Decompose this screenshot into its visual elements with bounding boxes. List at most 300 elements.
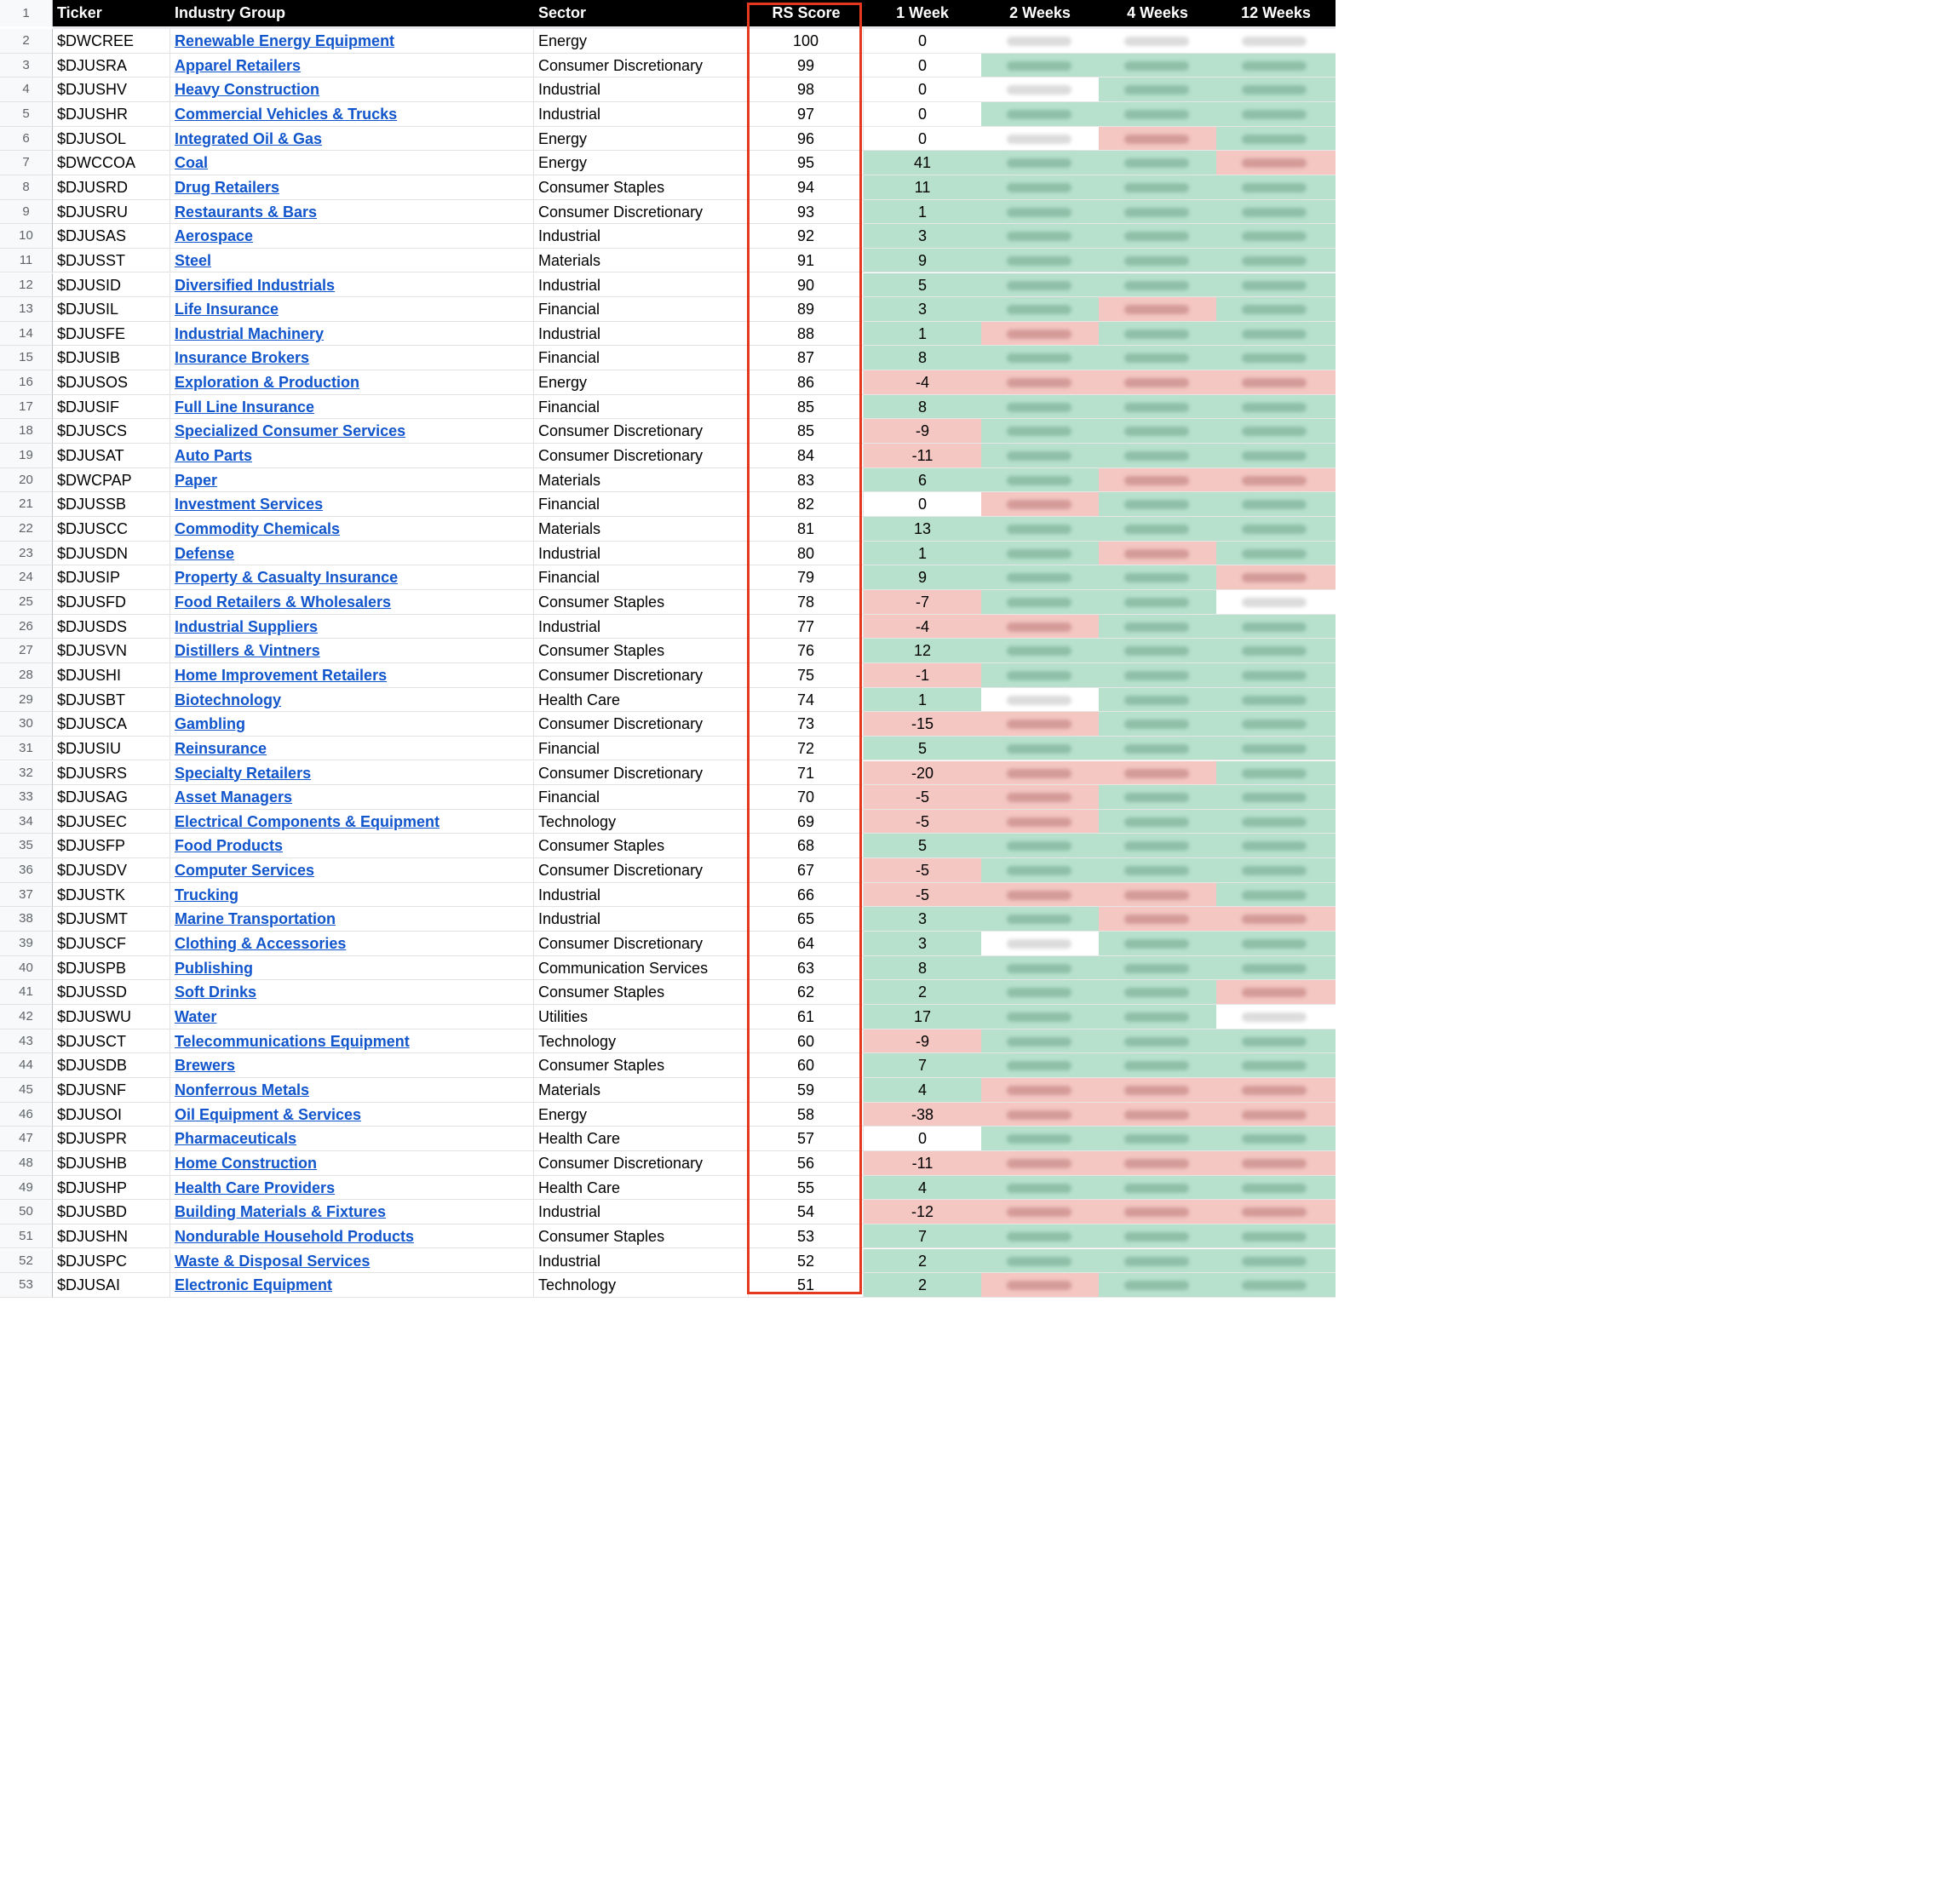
rs-score-cell[interactable]: 65 <box>749 907 864 932</box>
industry-group-link[interactable]: Gambling <box>175 715 246 733</box>
industry-group-cell[interactable] <box>170 639 534 663</box>
industry-group-link[interactable]: Restaurants & Bars <box>175 203 318 221</box>
week-1-change-cell[interactable]: 8 <box>864 395 981 420</box>
row-number[interactable]: 49 <box>0 1176 53 1201</box>
industry-group-cell[interactable] <box>170 1224 534 1249</box>
week-1-change-cell[interactable]: -7 <box>864 590 981 615</box>
rs-score-cell[interactable]: 95 <box>749 151 864 175</box>
row-number[interactable]: 25 <box>0 590 53 615</box>
ticker-cell[interactable]: $DJUSMT <box>53 907 170 932</box>
rs-score-cell[interactable]: 63 <box>749 956 864 981</box>
week-4-change-cell[interactable] <box>1099 370 1216 395</box>
ticker-cell[interactable]: $DJUSAT <box>53 444 170 468</box>
rs-score-cell[interactable]: 87 <box>749 346 864 370</box>
sector-cell[interactable]: Energy <box>534 29 749 54</box>
week-1-change-cell[interactable]: 0 <box>864 29 981 54</box>
rs-score-cell[interactable]: 77 <box>749 615 864 639</box>
sector-cell[interactable]: Energy <box>534 370 749 395</box>
row-number[interactable]: 32 <box>0 761 53 786</box>
week-4-change-cell[interactable] <box>1099 1029 1216 1054</box>
rs-score-cell[interactable]: 90 <box>749 273 864 298</box>
sector-cell[interactable]: Industrial <box>534 1249 749 1274</box>
row-number[interactable]: 23 <box>0 542 53 566</box>
industry-group-link[interactable]: Food Products <box>175 837 283 855</box>
industry-group-link[interactable]: Investment Services <box>175 496 324 513</box>
week-4-change-cell[interactable] <box>1099 565 1216 590</box>
row-number[interactable]: 2 <box>0 29 53 54</box>
week-4-change-cell[interactable] <box>1099 810 1216 834</box>
industry-group-link[interactable]: Electronic Equipment <box>175 1276 333 1294</box>
week-12-change-cell[interactable] <box>1216 127 1336 152</box>
week-4-change-cell[interactable] <box>1099 980 1216 1005</box>
ticker-cell[interactable]: $DJUSIP <box>53 565 170 590</box>
week-4-change-cell[interactable] <box>1099 858 1216 883</box>
sector-cell[interactable]: Consumer Staples <box>534 980 749 1005</box>
industry-group-cell[interactable] <box>170 102 534 127</box>
week-4-change-cell[interactable] <box>1099 200 1216 225</box>
week-2-change-cell[interactable] <box>981 1224 1099 1249</box>
industry-group-cell[interactable] <box>170 249 534 273</box>
row-number[interactable]: 13 <box>0 297 53 322</box>
rs-score-cell[interactable]: 59 <box>749 1078 864 1103</box>
row-number[interactable]: 35 <box>0 834 53 858</box>
week-1-change-cell[interactable]: 6 <box>864 468 981 493</box>
ticker-cell[interactable]: $DJUSOL <box>53 127 170 152</box>
rs-score-cell[interactable]: 84 <box>749 444 864 468</box>
week-1-change-cell[interactable]: -38 <box>864 1103 981 1127</box>
industry-group-cell[interactable] <box>170 688 534 713</box>
rs-score-cell[interactable]: 100 <box>749 29 864 54</box>
row-number[interactable]: 19 <box>0 444 53 468</box>
industry-group-cell[interactable] <box>170 761 534 786</box>
rs-score-cell[interactable]: 93 <box>749 200 864 225</box>
row-number[interactable]: 36 <box>0 858 53 883</box>
week-1-change-cell[interactable]: 3 <box>864 932 981 956</box>
sector-cell[interactable]: Energy <box>534 127 749 152</box>
week-2-change-cell[interactable] <box>981 712 1099 737</box>
rs-score-cell[interactable]: 51 <box>749 1273 864 1298</box>
rs-score-cell[interactable]: 67 <box>749 858 864 883</box>
industry-group-cell[interactable] <box>170 737 534 761</box>
row-number[interactable]: 31 <box>0 737 53 761</box>
week-2-change-cell[interactable] <box>981 858 1099 883</box>
week-4-change-cell[interactable] <box>1099 1224 1216 1249</box>
rs-score-cell[interactable]: 82 <box>749 492 864 517</box>
week-4-change-cell[interactable] <box>1099 712 1216 737</box>
week-2-change-cell[interactable] <box>981 1103 1099 1127</box>
sector-cell[interactable]: Materials <box>534 1078 749 1103</box>
week-2-change-cell[interactable] <box>981 273 1099 298</box>
sector-cell[interactable]: Financial <box>534 492 749 517</box>
industry-group-cell[interactable] <box>170 1200 534 1224</box>
sector-cell[interactable]: Technology <box>534 810 749 834</box>
industry-group-cell[interactable] <box>170 785 534 810</box>
week-4-change-cell[interactable] <box>1099 1127 1216 1151</box>
ticker-cell[interactable]: $DJUSBT <box>53 688 170 713</box>
ticker-cell[interactable]: $DJUSHV <box>53 77 170 102</box>
week-12-change-cell[interactable] <box>1216 322 1336 347</box>
week-2-change-cell[interactable] <box>981 1200 1099 1224</box>
week-2-change-cell[interactable] <box>981 249 1099 273</box>
industry-group-cell[interactable] <box>170 615 534 639</box>
week-12-change-cell[interactable] <box>1216 395 1336 420</box>
week-12-change-cell[interactable] <box>1216 737 1336 761</box>
rs-score-cell[interactable]: 74 <box>749 688 864 713</box>
industry-group-cell[interactable] <box>170 1078 534 1103</box>
sector-cell[interactable]: Financial <box>534 785 749 810</box>
week-4-change-cell[interactable] <box>1099 1273 1216 1298</box>
week-2-change-cell[interactable] <box>981 224 1099 249</box>
sector-cell[interactable]: Industrial <box>534 883 749 908</box>
industry-group-link[interactable]: Property & Casualty Insurance <box>175 569 399 587</box>
ticker-cell[interactable]: $DJUSHN <box>53 1224 170 1249</box>
industry-group-link[interactable]: Steel <box>175 251 212 269</box>
rs-score-cell[interactable]: 99 <box>749 54 864 78</box>
week-4-change-cell[interactable] <box>1099 956 1216 981</box>
industry-group-link[interactable]: Building Materials & Fixtures <box>175 1203 387 1221</box>
week-2-change-cell[interactable] <box>981 980 1099 1005</box>
ticker-cell[interactable]: $DJUSVN <box>53 639 170 663</box>
week-1-change-cell[interactable]: 0 <box>864 492 981 517</box>
week-4-change-cell[interactable] <box>1099 492 1216 517</box>
row-number[interactable]: 42 <box>0 1005 53 1029</box>
sector-cell[interactable]: Materials <box>534 249 749 273</box>
week-4-change-cell[interactable] <box>1099 639 1216 663</box>
industry-group-link[interactable]: Computer Services <box>175 862 315 880</box>
week-12-change-cell[interactable] <box>1216 932 1336 956</box>
week-4-change-cell[interactable] <box>1099 127 1216 152</box>
row-number[interactable]: 9 <box>0 200 53 225</box>
week-2-change-cell[interactable] <box>981 175 1099 200</box>
ticker-cell[interactable]: $DJUSPC <box>53 1249 170 1274</box>
week-12-change-cell[interactable] <box>1216 1005 1336 1029</box>
week-12-change-cell[interactable] <box>1216 761 1336 786</box>
week-12-change-cell[interactable] <box>1216 1224 1336 1249</box>
ticker-cell[interactable]: $DJUSCT <box>53 1029 170 1054</box>
week-4-change-cell[interactable] <box>1099 322 1216 347</box>
row-number[interactable]: 30 <box>0 712 53 737</box>
rs-score-cell[interactable]: 97 <box>749 102 864 127</box>
week-12-change-cell[interactable] <box>1216 1029 1336 1054</box>
industry-group-cell[interactable] <box>170 1005 534 1029</box>
week-2-change-cell[interactable] <box>981 542 1099 566</box>
week-2-change-cell[interactable] <box>981 590 1099 615</box>
ticker-cell[interactable]: $DWCPAP <box>53 468 170 493</box>
week-12-change-cell[interactable] <box>1216 54 1336 78</box>
row-number[interactable]: 27 <box>0 639 53 663</box>
industry-group-cell[interactable] <box>170 663 534 688</box>
rs-score-cell[interactable]: 78 <box>749 590 864 615</box>
ticker-cell[interactable]: $DJUSIB <box>53 346 170 370</box>
sector-cell[interactable]: Industrial <box>534 102 749 127</box>
week-1-change-cell[interactable]: 8 <box>864 956 981 981</box>
industry-group-cell[interactable] <box>170 712 534 737</box>
ticker-cell[interactable]: $DJUSFD <box>53 590 170 615</box>
column-header-1-week[interactable]: 1 Week <box>896 4 949 21</box>
week-2-change-cell[interactable] <box>981 29 1099 54</box>
industry-group-link[interactable]: Insurance Brokers <box>175 349 310 367</box>
week-1-change-cell[interactable]: -20 <box>864 761 981 786</box>
week-2-change-cell[interactable] <box>981 688 1099 713</box>
rs-score-cell[interactable]: 52 <box>749 1249 864 1274</box>
week-2-change-cell[interactable] <box>981 1029 1099 1054</box>
week-12-change-cell[interactable] <box>1216 858 1336 883</box>
rs-score-cell[interactable]: 85 <box>749 419 864 444</box>
week-4-change-cell[interactable] <box>1099 297 1216 322</box>
week-4-change-cell[interactable] <box>1099 761 1216 786</box>
rs-score-cell[interactable]: 62 <box>749 980 864 1005</box>
week-2-change-cell[interactable] <box>981 932 1099 956</box>
week-2-change-cell[interactable] <box>981 785 1099 810</box>
row-number[interactable]: 53 <box>0 1273 53 1298</box>
week-1-change-cell[interactable]: 0 <box>864 127 981 152</box>
industry-group-cell[interactable] <box>170 956 534 981</box>
industry-group-link[interactable]: Diversified Industrials <box>175 276 336 294</box>
industry-group-link[interactable]: Integrated Oil & Gas <box>175 129 323 147</box>
week-12-change-cell[interactable] <box>1216 29 1336 54</box>
sector-cell[interactable]: Consumer Staples <box>534 1053 749 1078</box>
industry-group-cell[interactable] <box>170 54 534 78</box>
week-2-change-cell[interactable] <box>981 395 1099 420</box>
industry-group-link[interactable]: Commercial Vehicles & Trucks <box>175 105 398 123</box>
week-12-change-cell[interactable] <box>1216 712 1336 737</box>
ticker-cell[interactable]: $DJUSRD <box>53 175 170 200</box>
rs-score-cell[interactable]: 75 <box>749 663 864 688</box>
ticker-cell[interactable]: $DJUSWU <box>53 1005 170 1029</box>
row-number[interactable]: 46 <box>0 1103 53 1127</box>
industry-group-link[interactable]: Publishing <box>175 959 253 977</box>
week-2-change-cell[interactable] <box>981 77 1099 102</box>
industry-group-link[interactable]: Renewable Energy Equipment <box>175 32 395 49</box>
row-number[interactable]: 21 <box>0 492 53 517</box>
row-number[interactable]: 14 <box>0 322 53 347</box>
industry-group-link[interactable]: Telecommunications Equipment <box>175 1032 410 1050</box>
week-1-change-cell[interactable]: 4 <box>864 1176 981 1201</box>
week-2-change-cell[interactable] <box>981 1249 1099 1274</box>
week-2-change-cell[interactable] <box>981 127 1099 152</box>
week-12-change-cell[interactable] <box>1216 810 1336 834</box>
sector-cell[interactable]: Consumer Discretionary <box>534 444 749 468</box>
row-number[interactable]: 16 <box>0 370 53 395</box>
week-1-change-cell[interactable]: 7 <box>864 1224 981 1249</box>
rs-score-cell[interactable]: 89 <box>749 297 864 322</box>
week-1-change-cell[interactable]: 2 <box>864 1273 981 1298</box>
week-12-change-cell[interactable] <box>1216 1127 1336 1151</box>
industry-group-cell[interactable] <box>170 273 534 298</box>
industry-group-cell[interactable] <box>170 224 534 249</box>
row-number[interactable]: 4 <box>0 77 53 102</box>
week-12-change-cell[interactable] <box>1216 1053 1336 1078</box>
week-2-change-cell[interactable] <box>981 615 1099 639</box>
week-1-change-cell[interactable]: 3 <box>864 224 981 249</box>
week-12-change-cell[interactable] <box>1216 102 1336 127</box>
row-number[interactable]: 11 <box>0 249 53 273</box>
column-header-2-weeks[interactable]: 2 Weeks <box>1009 4 1071 21</box>
industry-group-link[interactable]: Apparel Retailers <box>175 56 302 74</box>
row-number[interactable]: 50 <box>0 1200 53 1224</box>
week-2-change-cell[interactable] <box>981 297 1099 322</box>
industry-group-cell[interactable] <box>170 834 534 858</box>
sector-cell[interactable]: Financial <box>534 737 749 761</box>
week-12-change-cell[interactable] <box>1216 517 1336 542</box>
industry-group-link[interactable]: Coal <box>175 154 209 172</box>
industry-group-cell[interactable] <box>170 322 534 347</box>
week-1-change-cell[interactable]: 4 <box>864 1078 981 1103</box>
industry-group-cell[interactable] <box>170 370 534 395</box>
week-1-change-cell[interactable]: -12 <box>864 1200 981 1224</box>
ticker-cell[interactable]: $DJUSIL <box>53 297 170 322</box>
week-12-change-cell[interactable] <box>1216 77 1336 102</box>
sector-cell[interactable]: Energy <box>534 151 749 175</box>
rs-score-cell[interactable]: 69 <box>749 810 864 834</box>
week-2-change-cell[interactable] <box>981 322 1099 347</box>
ticker-cell[interactable]: $DJUSRS <box>53 761 170 786</box>
industry-group-cell[interactable] <box>170 542 534 566</box>
week-4-change-cell[interactable] <box>1099 151 1216 175</box>
ticker-cell[interactable]: $DJUSFP <box>53 834 170 858</box>
rs-score-cell[interactable]: 72 <box>749 737 864 761</box>
week-4-change-cell[interactable] <box>1099 346 1216 370</box>
ticker-cell[interactable]: $DJUSSB <box>53 492 170 517</box>
week-12-change-cell[interactable] <box>1216 883 1336 908</box>
week-4-change-cell[interactable] <box>1099 517 1216 542</box>
week-12-change-cell[interactable] <box>1216 1078 1336 1103</box>
week-12-change-cell[interactable] <box>1216 370 1336 395</box>
week-4-change-cell[interactable] <box>1099 1005 1216 1029</box>
ticker-cell[interactable]: $DJUSAS <box>53 224 170 249</box>
week-12-change-cell[interactable] <box>1216 980 1336 1005</box>
rs-score-cell[interactable]: 83 <box>749 468 864 493</box>
industry-group-cell[interactable] <box>170 1053 534 1078</box>
industry-group-link[interactable]: Soft Drinks <box>175 984 257 1001</box>
week-12-change-cell[interactable] <box>1216 785 1336 810</box>
row-number[interactable]: 29 <box>0 688 53 713</box>
week-1-change-cell[interactable]: 8 <box>864 346 981 370</box>
week-12-change-cell[interactable] <box>1216 663 1336 688</box>
sector-cell[interactable]: Consumer Staples <box>534 175 749 200</box>
industry-group-cell[interactable] <box>170 419 534 444</box>
week-1-change-cell[interactable]: -15 <box>864 712 981 737</box>
week-1-change-cell[interactable]: 1 <box>864 322 981 347</box>
week-12-change-cell[interactable] <box>1216 688 1336 713</box>
industry-group-link[interactable]: Nonferrous Metals <box>175 1081 310 1098</box>
ticker-cell[interactable]: $DJUSCS <box>53 419 170 444</box>
industry-group-link[interactable]: Full Line Insurance <box>175 398 315 416</box>
industry-group-cell[interactable] <box>170 1103 534 1127</box>
week-4-change-cell[interactable] <box>1099 688 1216 713</box>
industry-group-cell[interactable] <box>170 517 534 542</box>
week-4-change-cell[interactable] <box>1099 54 1216 78</box>
row-number[interactable]: 51 <box>0 1224 53 1249</box>
week-4-change-cell[interactable] <box>1099 102 1216 127</box>
industry-group-cell[interactable] <box>170 1273 534 1298</box>
ticker-cell[interactable]: $DJUSEC <box>53 810 170 834</box>
week-4-change-cell[interactable] <box>1099 1103 1216 1127</box>
industry-group-link[interactable]: Marine Transportation <box>175 910 336 928</box>
week-2-change-cell[interactable] <box>981 639 1099 663</box>
week-1-change-cell[interactable]: 3 <box>864 297 981 322</box>
week-2-change-cell[interactable] <box>981 200 1099 225</box>
week-1-change-cell[interactable]: 9 <box>864 249 981 273</box>
week-12-change-cell[interactable] <box>1216 492 1336 517</box>
week-12-change-cell[interactable] <box>1216 565 1336 590</box>
week-1-change-cell[interactable]: -5 <box>864 810 981 834</box>
row-number[interactable]: 45 <box>0 1078 53 1103</box>
ticker-cell[interactable]: $DJUSST <box>53 249 170 273</box>
week-4-change-cell[interactable] <box>1099 273 1216 298</box>
sector-cell[interactable]: Industrial <box>534 615 749 639</box>
ticker-cell[interactable]: $DJUSDS <box>53 615 170 639</box>
industry-group-cell[interactable] <box>170 175 534 200</box>
industry-group-cell[interactable] <box>170 565 534 590</box>
industry-group-link[interactable]: Food Retailers & Wholesalers <box>175 593 392 611</box>
industry-group-cell[interactable] <box>170 492 534 517</box>
rs-score-cell[interactable]: 71 <box>749 761 864 786</box>
industry-group-cell[interactable] <box>170 883 534 908</box>
week-4-change-cell[interactable] <box>1099 1200 1216 1224</box>
row-number[interactable]: 47 <box>0 1127 53 1151</box>
week-4-change-cell[interactable] <box>1099 175 1216 200</box>
week-12-change-cell[interactable] <box>1216 834 1336 858</box>
rs-score-cell[interactable]: 79 <box>749 565 864 590</box>
week-2-change-cell[interactable] <box>981 1005 1099 1029</box>
week-12-change-cell[interactable] <box>1216 151 1336 175</box>
rs-score-cell[interactable]: 66 <box>749 883 864 908</box>
week-4-change-cell[interactable] <box>1099 834 1216 858</box>
week-1-change-cell[interactable]: -11 <box>864 1151 981 1176</box>
week-1-change-cell[interactable]: -5 <box>864 785 981 810</box>
industry-group-link[interactable]: Electrical Components & Equipment <box>175 812 440 830</box>
rs-score-cell[interactable]: 55 <box>749 1176 864 1201</box>
sector-cell[interactable]: Consumer Discretionary <box>534 761 749 786</box>
sector-cell[interactable]: Industrial <box>534 273 749 298</box>
week-2-change-cell[interactable] <box>981 492 1099 517</box>
sector-cell[interactable]: Consumer Staples <box>534 1224 749 1249</box>
week-1-change-cell[interactable]: 0 <box>864 1127 981 1151</box>
rs-score-cell[interactable]: 53 <box>749 1224 864 1249</box>
industry-group-link[interactable]: Clothing & Accessories <box>175 935 347 953</box>
sector-cell[interactable]: Financial <box>534 346 749 370</box>
rs-score-cell[interactable]: 85 <box>749 395 864 420</box>
week-2-change-cell[interactable] <box>981 1053 1099 1078</box>
week-4-change-cell[interactable] <box>1099 1053 1216 1078</box>
row-number[interactable]: 37 <box>0 883 53 908</box>
rs-score-cell[interactable]: 58 <box>749 1103 864 1127</box>
column-header-rs-score[interactable]: RS Score <box>772 4 841 21</box>
week-12-change-cell[interactable] <box>1216 444 1336 468</box>
week-1-change-cell[interactable]: 41 <box>864 151 981 175</box>
ticker-cell[interactable]: $DJUSCA <box>53 712 170 737</box>
sector-cell[interactable]: Utilities <box>534 1005 749 1029</box>
week-2-change-cell[interactable] <box>981 737 1099 761</box>
sector-cell[interactable]: Industrial <box>534 907 749 932</box>
row-number[interactable]: 48 <box>0 1151 53 1176</box>
ticker-cell[interactable]: $DJUSFE <box>53 322 170 347</box>
ticker-cell[interactable]: $DJUSDB <box>53 1053 170 1078</box>
industry-group-link[interactable]: Distillers & Vintners <box>175 642 320 660</box>
week-2-change-cell[interactable] <box>981 565 1099 590</box>
week-12-change-cell[interactable] <box>1216 1176 1336 1201</box>
week-2-change-cell[interactable] <box>981 883 1099 908</box>
industry-group-link[interactable]: Industrial Machinery <box>175 324 325 342</box>
week-12-change-cell[interactable] <box>1216 542 1336 566</box>
week-12-change-cell[interactable] <box>1216 1249 1336 1274</box>
industry-group-link[interactable]: Industrial Suppliers <box>175 617 319 635</box>
week-2-change-cell[interactable] <box>981 346 1099 370</box>
week-4-change-cell[interactable] <box>1099 883 1216 908</box>
week-1-change-cell[interactable]: 12 <box>864 639 981 663</box>
column-header-12-weeks[interactable]: 12 Weeks <box>1241 4 1311 21</box>
